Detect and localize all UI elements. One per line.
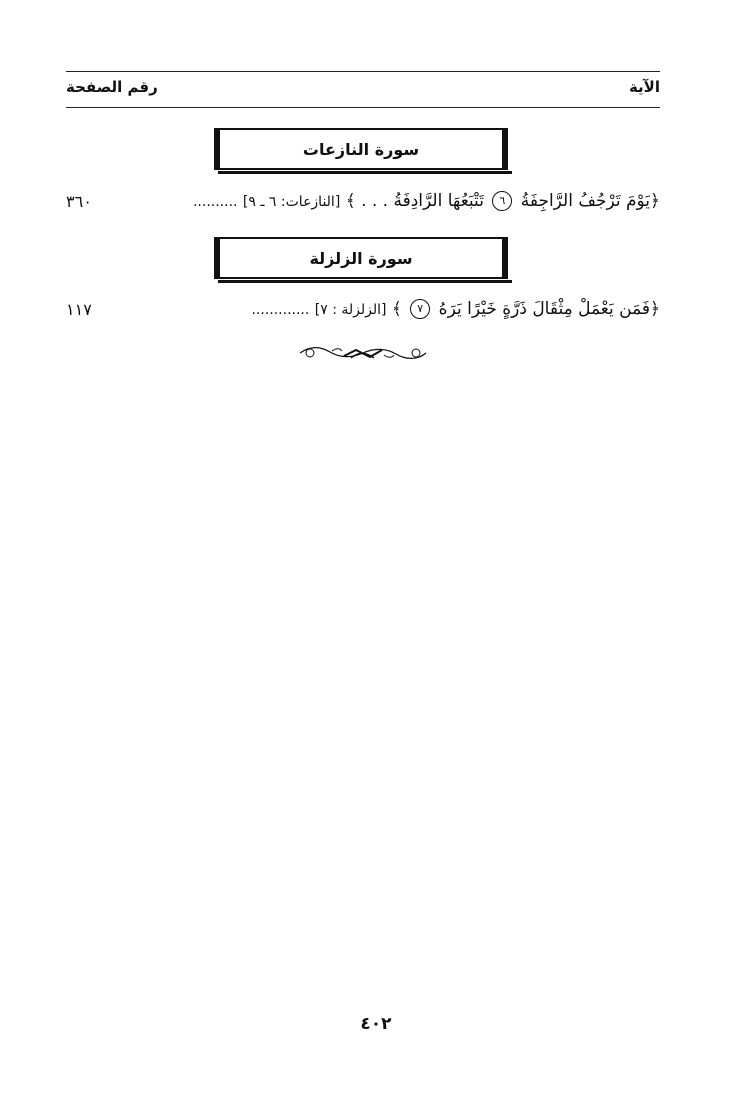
surah-title-box: [214, 128, 508, 170]
surah-reference: [الزلزلة : ٧]: [314, 302, 387, 318]
ayah-text-part: ﴿فَمَن يَعْمَلْ مِثْقَالَ ذَرَّةٍ خَيْرًا يَرَهُ: [438, 299, 660, 319]
entry-page-number: ٣٦٠: [66, 192, 92, 211]
surah-title: سورة الزلزلة: [309, 248, 413, 268]
surah-box-shadow: [218, 280, 512, 283]
ayah-number-marker-icon: ٧: [410, 299, 430, 319]
surah-box-shadow: [218, 171, 512, 174]
surah-title-box: [214, 237, 508, 279]
ayah-text-part: ﴿يَوْمَ تَرْجُفُ الرَّاجِفَةُ: [520, 191, 660, 211]
ayah-text-part: ﴾: [391, 299, 402, 319]
leader-dots: .............: [251, 302, 310, 318]
surah-title: سورة النازعات: [302, 139, 420, 159]
header-top-rule: [66, 71, 660, 72]
index-entry: [66, 296, 660, 322]
ayah-column-header: الآية: [628, 78, 660, 96]
ayah-line: [193, 188, 660, 215]
ayah-line: [251, 296, 660, 323]
index-entry: [66, 188, 660, 214]
ayah-number-marker-icon: ٦: [492, 191, 512, 211]
floral-divider-ornament-icon: [296, 342, 430, 364]
page-footer-number: ٤٠٢: [360, 1014, 392, 1034]
entry-page-number: ١١٧: [66, 300, 92, 319]
leader-dots: ..........: [192, 194, 238, 210]
ayah-text-part: تَتْبَعُهَا الرَّادِفَةُ . . . ﴾: [345, 191, 484, 211]
page-number-column-header: رقم الصفحة: [66, 78, 158, 96]
header-bottom-rule: [66, 107, 660, 108]
surah-reference: [النازعات: ٦ ـ ٩]: [242, 194, 341, 210]
